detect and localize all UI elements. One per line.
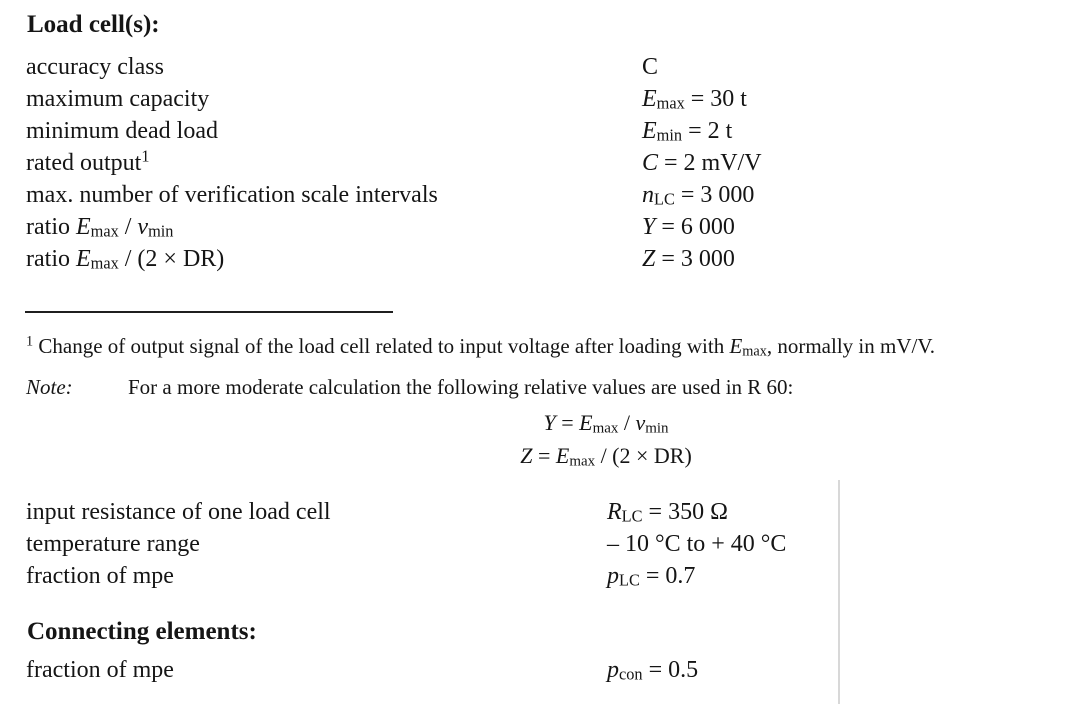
change-bar xyxy=(838,480,840,704)
footnote-separator xyxy=(25,311,393,313)
formula-z: $Z = E_{max} / (2 \times DR)$ xyxy=(520,443,692,470)
spec-value: $p_{LC} = 0.7$ xyxy=(607,563,696,590)
load-cells-heading: Load cell(s): xyxy=(27,11,160,38)
spec-value: $E_{min} = 2$ t xyxy=(642,118,733,145)
spec-value: C xyxy=(642,54,659,80)
spec-value: C = 2 mV/V xyxy=(642,150,762,176)
spec-label: max. number of verification scale intervals xyxy=(26,182,438,208)
spec-value: – 10 °C to + 40 °C xyxy=(607,531,787,557)
spec-label: ratio $E_{max} / v_{min}$ xyxy=(26,214,174,241)
spec-row xyxy=(26,115,733,147)
spec-label: accuracy class xyxy=(26,54,164,80)
spec-label: maximum capacity xyxy=(26,86,210,112)
spec-row xyxy=(26,560,696,592)
note-label: Note: xyxy=(26,375,73,399)
spec-row xyxy=(26,83,747,115)
spec-value: Z = 3 000 xyxy=(642,246,735,272)
spec-value: $R_{LC} = 350$ Ω xyxy=(607,499,728,526)
note-text: For a more moderate calculation the following relative values are used in R 60: xyxy=(128,375,794,399)
spec-label: rated output$^1$ xyxy=(26,146,150,176)
spec-label: temperature range xyxy=(26,531,200,557)
spec-row xyxy=(26,211,735,243)
connecting-elements-heading: Connecting elements: xyxy=(27,618,257,645)
spec-value: Y = 6 000 xyxy=(642,214,735,240)
spec-label: minimum dead load xyxy=(26,118,218,144)
load-cell-electrical-list xyxy=(26,496,787,592)
spec-value: $p_{con} = 0.5$ xyxy=(607,657,699,684)
spec-value: $n_{LC} = 3$ 000 xyxy=(642,182,755,209)
spec-row xyxy=(26,51,659,83)
spec-label: fraction of mpe xyxy=(26,657,174,683)
footnote-text: $^1$ Change of output signal of the load cell related to input voltage after loading with $E_{max}$, normally in mV/V. xyxy=(26,333,936,360)
spec-row xyxy=(26,654,699,686)
note-block xyxy=(26,372,1026,402)
connecting-elements-list xyxy=(26,654,699,686)
spec-row xyxy=(26,243,735,275)
spec-value: $E_{max} = 30$ t xyxy=(642,86,747,113)
formula-y: $Y = E_{max} / v_{min}$ xyxy=(543,410,669,437)
formula-block xyxy=(132,406,1080,472)
spec-label: ratio $E_{max} / (2 \times DR)$ xyxy=(26,246,225,273)
spec-row xyxy=(26,146,762,179)
load-cells-spec-list xyxy=(26,51,762,275)
spec-label: fraction of mpe xyxy=(26,563,174,589)
spec-row xyxy=(26,179,755,211)
spec-row xyxy=(26,528,787,560)
spec-label: input resistance of one load cell xyxy=(26,499,331,525)
spec-row xyxy=(26,496,728,528)
